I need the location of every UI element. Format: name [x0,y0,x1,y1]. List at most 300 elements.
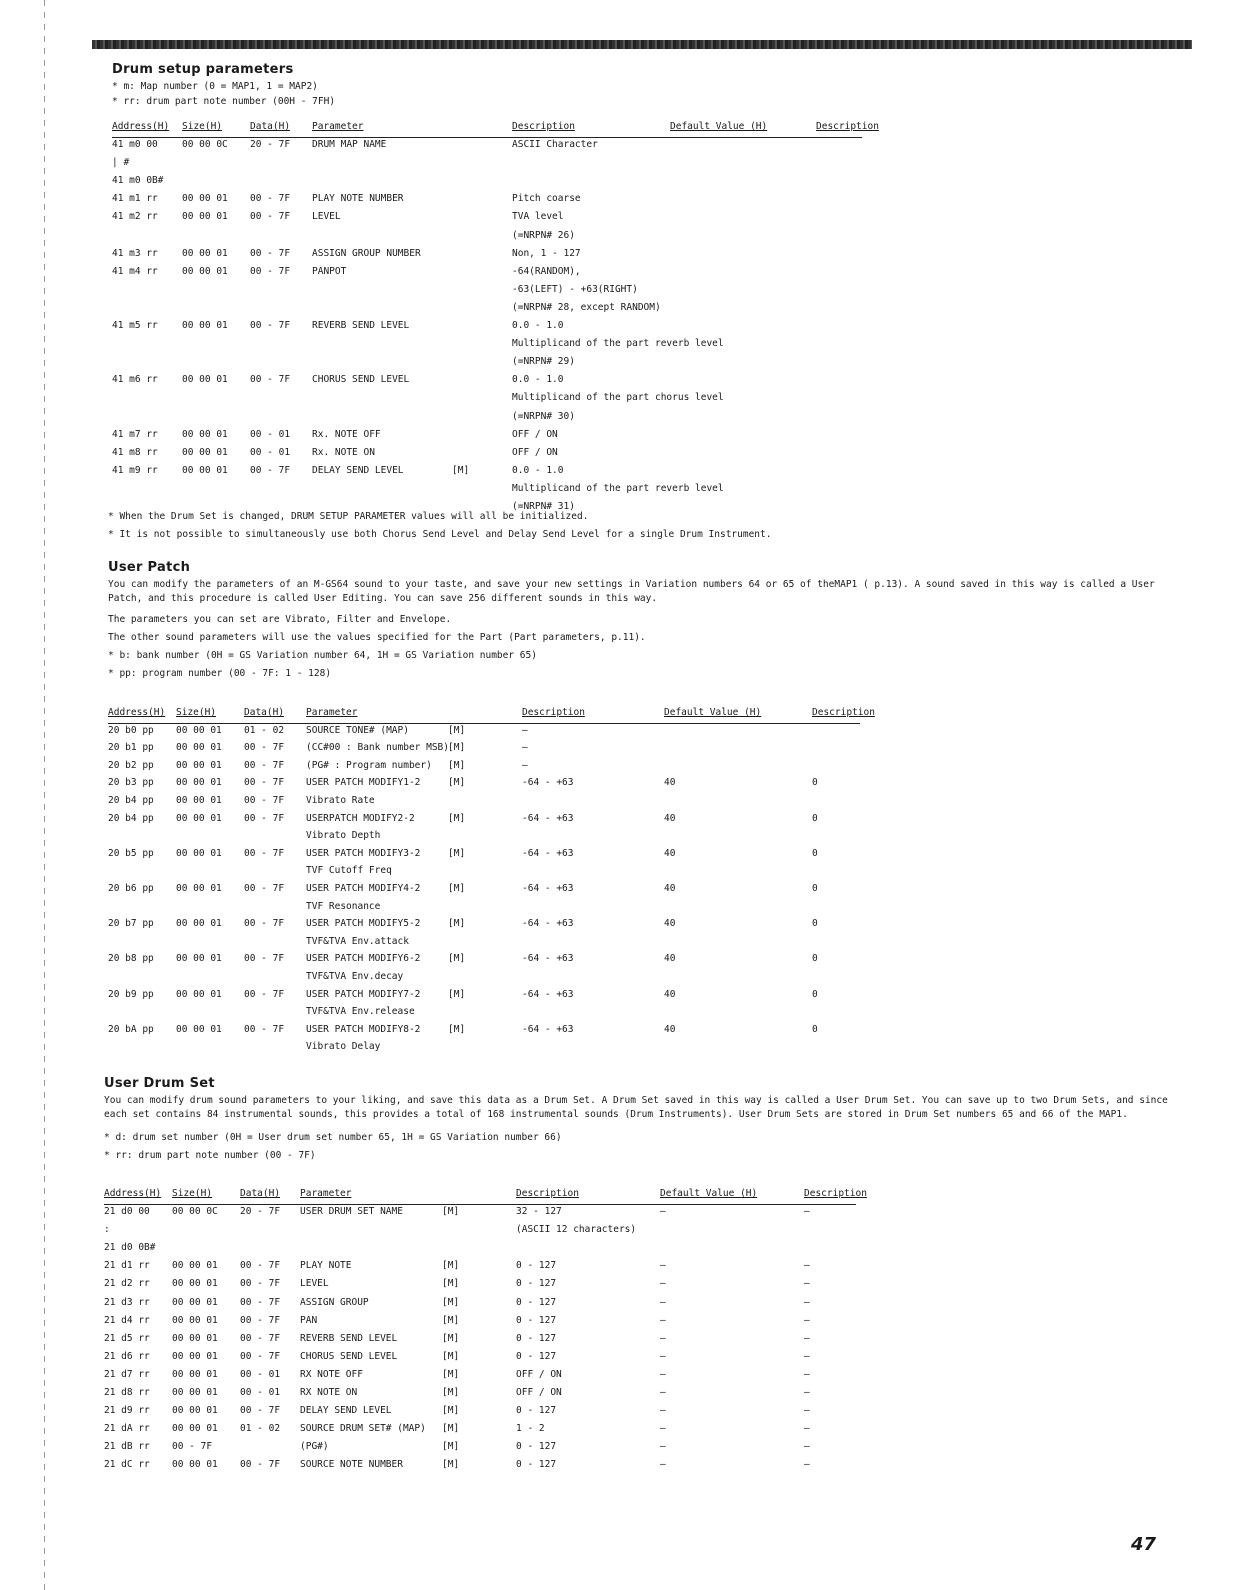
table-cell: 00 00 01 [172,1368,218,1380]
table-cell: [M] [448,759,466,771]
table-cell: RX NOTE OFF [300,1368,363,1380]
table-cell: SOURCE NOTE NUMBER [300,1459,403,1471]
column-header: Description [804,1188,867,1199]
table-cell: 00 - 01 [250,428,291,440]
table-cell: 00 00 0C [172,1206,218,1218]
table-cell: 00 00 01 [182,247,228,259]
table-cell: 21 dA rr [104,1423,150,1435]
table-cell: 00 - 01 [240,1387,281,1399]
column-header: Default Value (H) [670,121,768,132]
table-cell: [M] [442,1405,460,1417]
table-cell: 00 00 01 [182,464,228,476]
table-cell: — [522,724,528,736]
column-header: Size(H) [172,1188,213,1199]
table-cell: — [804,1260,810,1272]
table-cell: (=NRPN# 28, except RANDOM) [512,301,661,313]
table-cell: 40 [664,812,676,824]
table-cell: -63(LEFT) - +63(RIGHT) [512,283,638,295]
table-cell: 00 - 01 [240,1368,281,1380]
table-cell: 21 dB rr [104,1441,150,1453]
table-cell: 0.0 - 1.0 [512,374,564,386]
table-cell: [M] [442,1350,460,1362]
table-cell: PLAY NOTE [300,1260,352,1272]
table-cell: 00 - 7F [244,759,285,771]
page-number: 47 [1130,1534,1156,1555]
table-cell: Rx. NOTE ON [312,446,375,458]
table-cell: — [804,1296,810,1308]
table-cell: 20 b8 pp [108,953,154,965]
user-drum-set-paragraph: You can modify drum sound parameters to your liking, and save this data as a Drum Set. A Drum Set saved in this way is called a User Drum Set. You can save up to two Drum Sets, and since each set contains 84 instrumental sounds, this provides a total of 168 instrumental sounds (Drum Instruments). User Drum Sets are stored in Drum Set numbers 65 and 66 of the MAP1. [104,1095,1168,1120]
table-cell: — [660,1368,666,1380]
table-cell: 00 00 01 [176,742,222,754]
table-cell: 0 - 127 [516,1350,557,1362]
table-cell: Vibrato Delay [306,1041,381,1053]
user-patch-line-4: * pp: program number (00 - 7F: 1 - 128) [108,668,332,679]
table-cell: [M] [448,882,466,894]
table-cell: Multiplicand of the part reverb level [512,482,724,494]
column-header: Data(H) [240,1188,281,1199]
table-cell: 01 - 02 [240,1423,281,1435]
table-cell: — [522,759,528,771]
table-cell: [M] [442,1206,460,1218]
table-cell: ASSIGN GROUP NUMBER [312,247,421,259]
table-cell: REVERB SEND LEVEL [312,320,410,332]
table-cell: -64 - +63 [522,918,574,930]
table-cell: — [804,1206,810,1218]
table-cell: 00 - 7F [244,953,285,965]
table-cell: 21 d3 rr [104,1296,150,1308]
table-cell: -64 - +63 [522,777,574,789]
table-cell: — [804,1368,810,1380]
user-drum-set-line-2: * rr: drum part note number (00 - 7F) [104,1150,316,1161]
table-cell: [M] [452,464,470,476]
column-header: Address(H) [112,121,170,132]
table-cell: DELAY SEND LEVEL [300,1405,392,1417]
table-cell: 20 b7 pp [108,918,154,930]
table-cell: 00 - 7F [240,1332,281,1344]
table-cell: 21 d5 rr [104,1332,150,1344]
table-cell: (PG# : Program number) [306,759,432,771]
table-cell: [M] [442,1260,460,1272]
table-cell: USER PATCH MODIFY4-2 [306,882,421,894]
table-cell: 00 00 01 [176,953,222,965]
table-cell: 20 b4 pp [108,794,154,806]
table-cell: 00 00 01 [172,1350,218,1362]
user-patch-line-1: The parameters you can set are Vibrato, Filter and Envelope. [108,614,452,625]
header-rule [108,723,860,724]
user-patch-title: User Patch [108,560,191,575]
table-cell: [M] [442,1314,460,1326]
table-cell: 0 [812,1023,818,1035]
table-cell: (=NRPN# 30) [512,410,575,422]
table-cell: 40 [664,988,676,1000]
column-header: Address(H) [108,707,166,718]
table-cell: 00 00 01 [182,446,228,458]
table-cell: -64 - +63 [522,1023,574,1035]
table-cell: 41 m7 rr [112,428,158,440]
table-cell: [M] [448,777,466,789]
column-header: Default Value (H) [660,1188,758,1199]
table-cell: LEVEL [312,211,341,223]
table-cell: 00 00 01 [172,1296,218,1308]
table-cell: (PG#) [300,1441,329,1453]
table-cell: 21 d1 rr [104,1260,150,1272]
table-cell: 20 b4 pp [108,812,154,824]
table-cell: 41 m6 rr [112,374,158,386]
column-header: Description [812,707,875,718]
table-cell: SOURCE DRUM SET# (MAP) [300,1423,426,1435]
table-cell: 00 - 7F [250,211,291,223]
table-cell: 00 - 7F [240,1350,281,1362]
table-cell: 21 dC rr [104,1459,150,1471]
table-cell: PANPOT [312,265,347,277]
table-cell: 00 00 01 [172,1278,218,1290]
table-cell: 00 00 01 [176,988,222,1000]
table-cell: 21 d6 rr [104,1350,150,1362]
table-cell: 00 00 01 [182,374,228,386]
table-cell: 00 00 01 [176,777,222,789]
table-cell: 00 - 7F [244,988,285,1000]
table-cell: | # [112,157,130,169]
table-cell: — [804,1423,810,1435]
table-cell: Vibrato Depth [306,830,381,842]
table-cell: 0 [812,777,818,789]
table-cell: [M] [442,1296,460,1308]
table-cell: 20 b9 pp [108,988,154,1000]
table-cell: USER DRUM SET NAME [300,1206,403,1218]
table-cell: 21 d8 rr [104,1387,150,1399]
table-cell: USER PATCH MODIFY5-2 [306,918,421,930]
header-rule [104,1204,856,1205]
column-header: Description [516,1188,579,1199]
table-cell: — [804,1387,810,1399]
table-cell: 0 [812,812,818,824]
table-cell: 00 - 7F [244,794,285,806]
table-cell: : [104,1224,110,1236]
table-cell: 41 m0 00 [112,139,158,151]
table-cell: 40 [664,882,676,894]
table-cell: OFF / ON [512,446,558,458]
table-cell: -64 - +63 [522,847,574,859]
table-cell: 0.0 - 1.0 [512,464,564,476]
table-cell: [M] [442,1423,460,1435]
table-cell: 00 - 7F [250,374,291,386]
table-cell: 00 - 7F [250,247,291,259]
top-header-bar [92,40,1192,49]
table-cell: TVF&TVA Env.decay [306,970,404,982]
table-cell: 40 [664,847,676,859]
table-cell: [M] [442,1368,460,1380]
user-patch-line-3: * b: bank number (0H = GS Variation number 64, 1H = GS Variation number 65) [108,650,537,661]
table-cell: 40 [664,918,676,930]
table-cell: 0 [812,847,818,859]
table-cell: 00 00 01 [172,1459,218,1471]
table-cell: [M] [442,1332,460,1344]
table-cell: — [660,1350,666,1362]
table-cell: 00 00 01 [176,1023,222,1035]
table-cell: — [804,1405,810,1417]
table-cell: — [804,1459,810,1471]
table-cell: 0 [812,988,818,1000]
table-cell: -64 - +63 [522,812,574,824]
header-rule [112,137,862,138]
table-cell: -64(RANDOM), [512,265,581,277]
drum-setup-note-m: * m: Map number (0 = MAP1, 1 = MAP2) [112,81,318,92]
table-cell: — [660,1296,666,1308]
table-cell: 00 - 7F [244,1023,285,1035]
table-cell: 32 - 127 [516,1206,562,1218]
column-header: Parameter [306,707,358,718]
table-cell: 0 - 127 [516,1296,557,1308]
table-cell: [M] [448,988,466,1000]
table-cell: USERPATCH MODIFY2-2 [306,812,415,824]
table-cell: 00 - 7F [172,1441,213,1453]
table-cell: 0 - 127 [516,1314,557,1326]
table-cell: — [804,1278,810,1290]
table-cell: CHORUS SEND LEVEL [312,374,410,386]
table-cell: 20 b5 pp [108,847,154,859]
table-cell: 00 00 01 [182,193,228,205]
table-cell: 21 d9 rr [104,1405,150,1417]
table-cell: 00 - 7F [240,1459,281,1471]
table-cell: ASCII Character [512,139,598,151]
table-cell: Vibrato Rate [306,794,375,806]
table-cell: Multiplicand of the part chorus level [512,392,724,404]
table-cell: 0 [812,918,818,930]
table-cell: [M] [442,1441,460,1453]
table-cell: TVF&TVA Env.release [306,1006,415,1018]
table-cell: RX NOTE ON [300,1387,358,1399]
table-cell: 00 - 7F [240,1296,281,1308]
table-cell: 00 - 7F [244,742,285,754]
table-cell: USER PATCH MODIFY8-2 [306,1023,421,1035]
table-cell: — [660,1332,666,1344]
left-margin-rule [44,0,45,1590]
table-cell: 00 - 01 [250,446,291,458]
column-header: Parameter [312,121,364,132]
table-cell: (=NRPN# 29) [512,356,575,368]
table-cell: 40 [664,953,676,965]
table-cell: (=NRPN# 26) [512,229,575,241]
table-cell: [M] [448,953,466,965]
table-cell: 20 b1 pp [108,742,154,754]
table-cell: Multiplicand of the part reverb level [512,338,724,350]
table-cell: — [660,1260,666,1272]
column-header: Parameter [300,1188,352,1199]
table-cell: — [660,1278,666,1290]
table-cell: [M] [448,847,466,859]
table-cell: -64 - +63 [522,882,574,894]
table-cell: 1 - 2 [516,1423,545,1435]
table-cell: [M] [448,1023,466,1035]
table-cell: — [804,1441,810,1453]
table-cell: — [522,742,528,754]
table-cell: — [804,1350,810,1362]
table-cell: — [660,1405,666,1417]
table-cell: TVA level [512,211,564,223]
table-cell: 00 00 01 [176,812,222,824]
table-cell: USER PATCH MODIFY7-2 [306,988,421,1000]
table-cell: USER PATCH MODIFY1-2 [306,777,421,789]
table-cell: SOURCE TONE# (MAP) [306,724,409,736]
table-cell: 00 - 7F [240,1278,281,1290]
table-cell: 20 b0 pp [108,724,154,736]
table-cell: 00 - 7F [250,464,291,476]
user-patch-paragraph: You can modify the parameters of an M-GS64 sound to your taste, and save your new settings in Variation numbers 64 or 65 of theMAP1 ( p.13). A sound saved in this way is called a User Patch, and this procedure is called User Editing. You can save 256 different sounds in this way. [108,579,1155,604]
table-cell: USER PATCH MODIFY6-2 [306,953,421,965]
column-header: Address(H) [104,1188,162,1199]
table-cell: TVF Resonance [306,900,381,912]
column-header: Description [522,707,585,718]
table-cell: 41 m2 rr [112,211,158,223]
column-header: Data(H) [250,121,291,132]
table-cell: 00 - 7F [244,812,285,824]
table-cell: 00 00 01 [172,1314,218,1326]
user-drum-set-line-1: * d: drum set number (0H = User drum set number 65, 1H = GS Variation number 66) [104,1132,562,1143]
table-cell: — [804,1314,810,1326]
table-cell: 0 - 127 [516,1260,557,1272]
table-cell: 0 - 127 [516,1278,557,1290]
table-cell: 20 b3 pp [108,777,154,789]
table-cell: 41 m4 rr [112,265,158,277]
table-cell: OFF / ON [516,1387,562,1399]
table-cell: Rx. NOTE OFF [312,428,381,440]
column-header: Size(H) [176,707,217,718]
table-cell: — [660,1459,666,1471]
table-cell: 00 00 01 [172,1332,218,1344]
column-header: Data(H) [244,707,285,718]
drum-setup-footnote-2: * It is not possible to simultaneously use both Chorus Send Level and Delay Send Level for a single Drum Instrument. [108,529,772,540]
user-patch-line-2: The other sound parameters will use the values specified for the Part (Part parameters, p.11). [108,632,646,643]
table-cell: [M] [448,724,466,736]
table-cell: ASSIGN GROUP [300,1296,369,1308]
table-cell: 41 m8 rr [112,446,158,458]
table-cell: 0 [812,953,818,965]
table-cell: 00 00 01 [182,211,228,223]
table-cell: 00 00 01 [182,428,228,440]
table-cell: 21 d0 0B# [104,1242,156,1254]
table-cell: OFF / ON [512,428,558,440]
table-cell: 41 m1 rr [112,193,158,205]
table-cell: — [660,1206,666,1218]
table-cell: Pitch coarse [512,193,581,205]
table-cell: 40 [664,777,676,789]
table-cell: (=NRPN# 31) [512,500,575,512]
table-cell: [M] [448,742,466,754]
table-cell: 0 [812,882,818,894]
table-cell: 0.0 - 1.0 [512,320,564,332]
table-cell: 00 00 01 [172,1387,218,1399]
table-cell: 00 00 01 [182,320,228,332]
table-cell: [M] [442,1459,460,1471]
table-cell: 00 00 01 [176,759,222,771]
table-cell: 00 - 7F [244,847,285,859]
table-cell: — [660,1314,666,1326]
table-cell: 00 00 0C [182,139,228,151]
table-cell: — [660,1441,666,1453]
column-header: Size(H) [182,121,223,132]
table-cell: [M] [442,1387,460,1399]
drum-setup-footnote-1: * When the Drum Set is changed, DRUM SETUP PARAMETER values will all be initialized. [108,511,589,522]
table-cell: 21 d2 rr [104,1278,150,1290]
table-cell: — [660,1423,666,1435]
table-cell: 00 - 7F [240,1314,281,1326]
table-cell: 00 00 01 [176,918,222,930]
table-cell: 41 m3 rr [112,247,158,259]
table-cell: 00 00 01 [182,265,228,277]
table-cell: 00 00 01 [172,1260,218,1272]
table-cell: 00 - 7F [244,882,285,894]
table-cell: 00 00 01 [176,847,222,859]
table-cell: DELAY SEND LEVEL [312,464,404,476]
table-cell: (CC#00 : Bank number MSB) [306,742,449,754]
table-cell: 00 - 7F [240,1260,281,1272]
table-cell: TVF&TVA Env.attack [306,935,409,947]
table-cell: 0 - 127 [516,1441,557,1453]
table-cell: 0 - 127 [516,1332,557,1344]
table-cell: REVERB SEND LEVEL [300,1332,398,1344]
table-cell: CHORUS SEND LEVEL [300,1350,398,1362]
table-cell: OFF / ON [516,1368,562,1380]
table-cell: 00 - 7F [244,918,285,930]
table-cell: 00 - 7F [250,265,291,277]
table-cell: 00 00 01 [176,794,222,806]
drum-setup-title: Drum setup parameters [112,62,294,77]
drum-setup-note-rr: * rr: drum part note number (00H - 7FH) [112,96,336,107]
table-cell: 20 bA pp [108,1023,154,1035]
table-cell: 00 - 7F [250,193,291,205]
table-cell: 21 d7 rr [104,1368,150,1380]
table-cell: DRUM MAP NAME [312,139,387,151]
table-cell: PAN [300,1314,318,1326]
table-cell: Non, 1 - 127 [512,247,581,259]
table-cell: 00 - 7F [240,1405,281,1417]
table-cell: 01 - 02 [244,724,285,736]
table-cell: 20 - 7F [250,139,291,151]
table-cell: 0 - 127 [516,1459,557,1471]
user-drum-set-title: User Drum Set [104,1076,215,1091]
column-header: Default Value (H) [664,707,762,718]
table-cell: [M] [448,918,466,930]
table-cell: 21 d0 00 [104,1206,150,1218]
table-cell: USER PATCH MODIFY3-2 [306,847,421,859]
table-cell: 41 m9 rr [112,464,158,476]
table-cell: 00 - 7F [250,320,291,332]
table-cell: 00 00 01 [172,1423,218,1435]
column-header: Description [512,121,575,132]
table-cell: TVF Cutoff Freq [306,865,392,877]
table-cell: — [804,1332,810,1344]
table-cell: 40 [664,1023,676,1035]
table-cell: [M] [448,812,466,824]
table-cell: -64 - +63 [522,988,574,1000]
table-cell: 21 d4 rr [104,1314,150,1326]
table-cell: 20 b6 pp [108,882,154,894]
table-cell: -64 - +63 [522,953,574,965]
table-cell: 00 00 01 [176,882,222,894]
table-cell: 41 m0 0B# [112,175,164,187]
column-header: Description [816,121,879,132]
table-cell: 00 - 7F [244,777,285,789]
table-cell: 20 - 7F [240,1206,281,1218]
table-cell: — [660,1387,666,1399]
table-cell: 00 00 01 [176,724,222,736]
table-cell: 00 00 01 [172,1405,218,1417]
table-cell: LEVEL [300,1278,329,1290]
table-cell: 41 m5 rr [112,320,158,332]
table-cell: 0 - 127 [516,1405,557,1417]
table-cell: PLAY NOTE NUMBER [312,193,404,205]
